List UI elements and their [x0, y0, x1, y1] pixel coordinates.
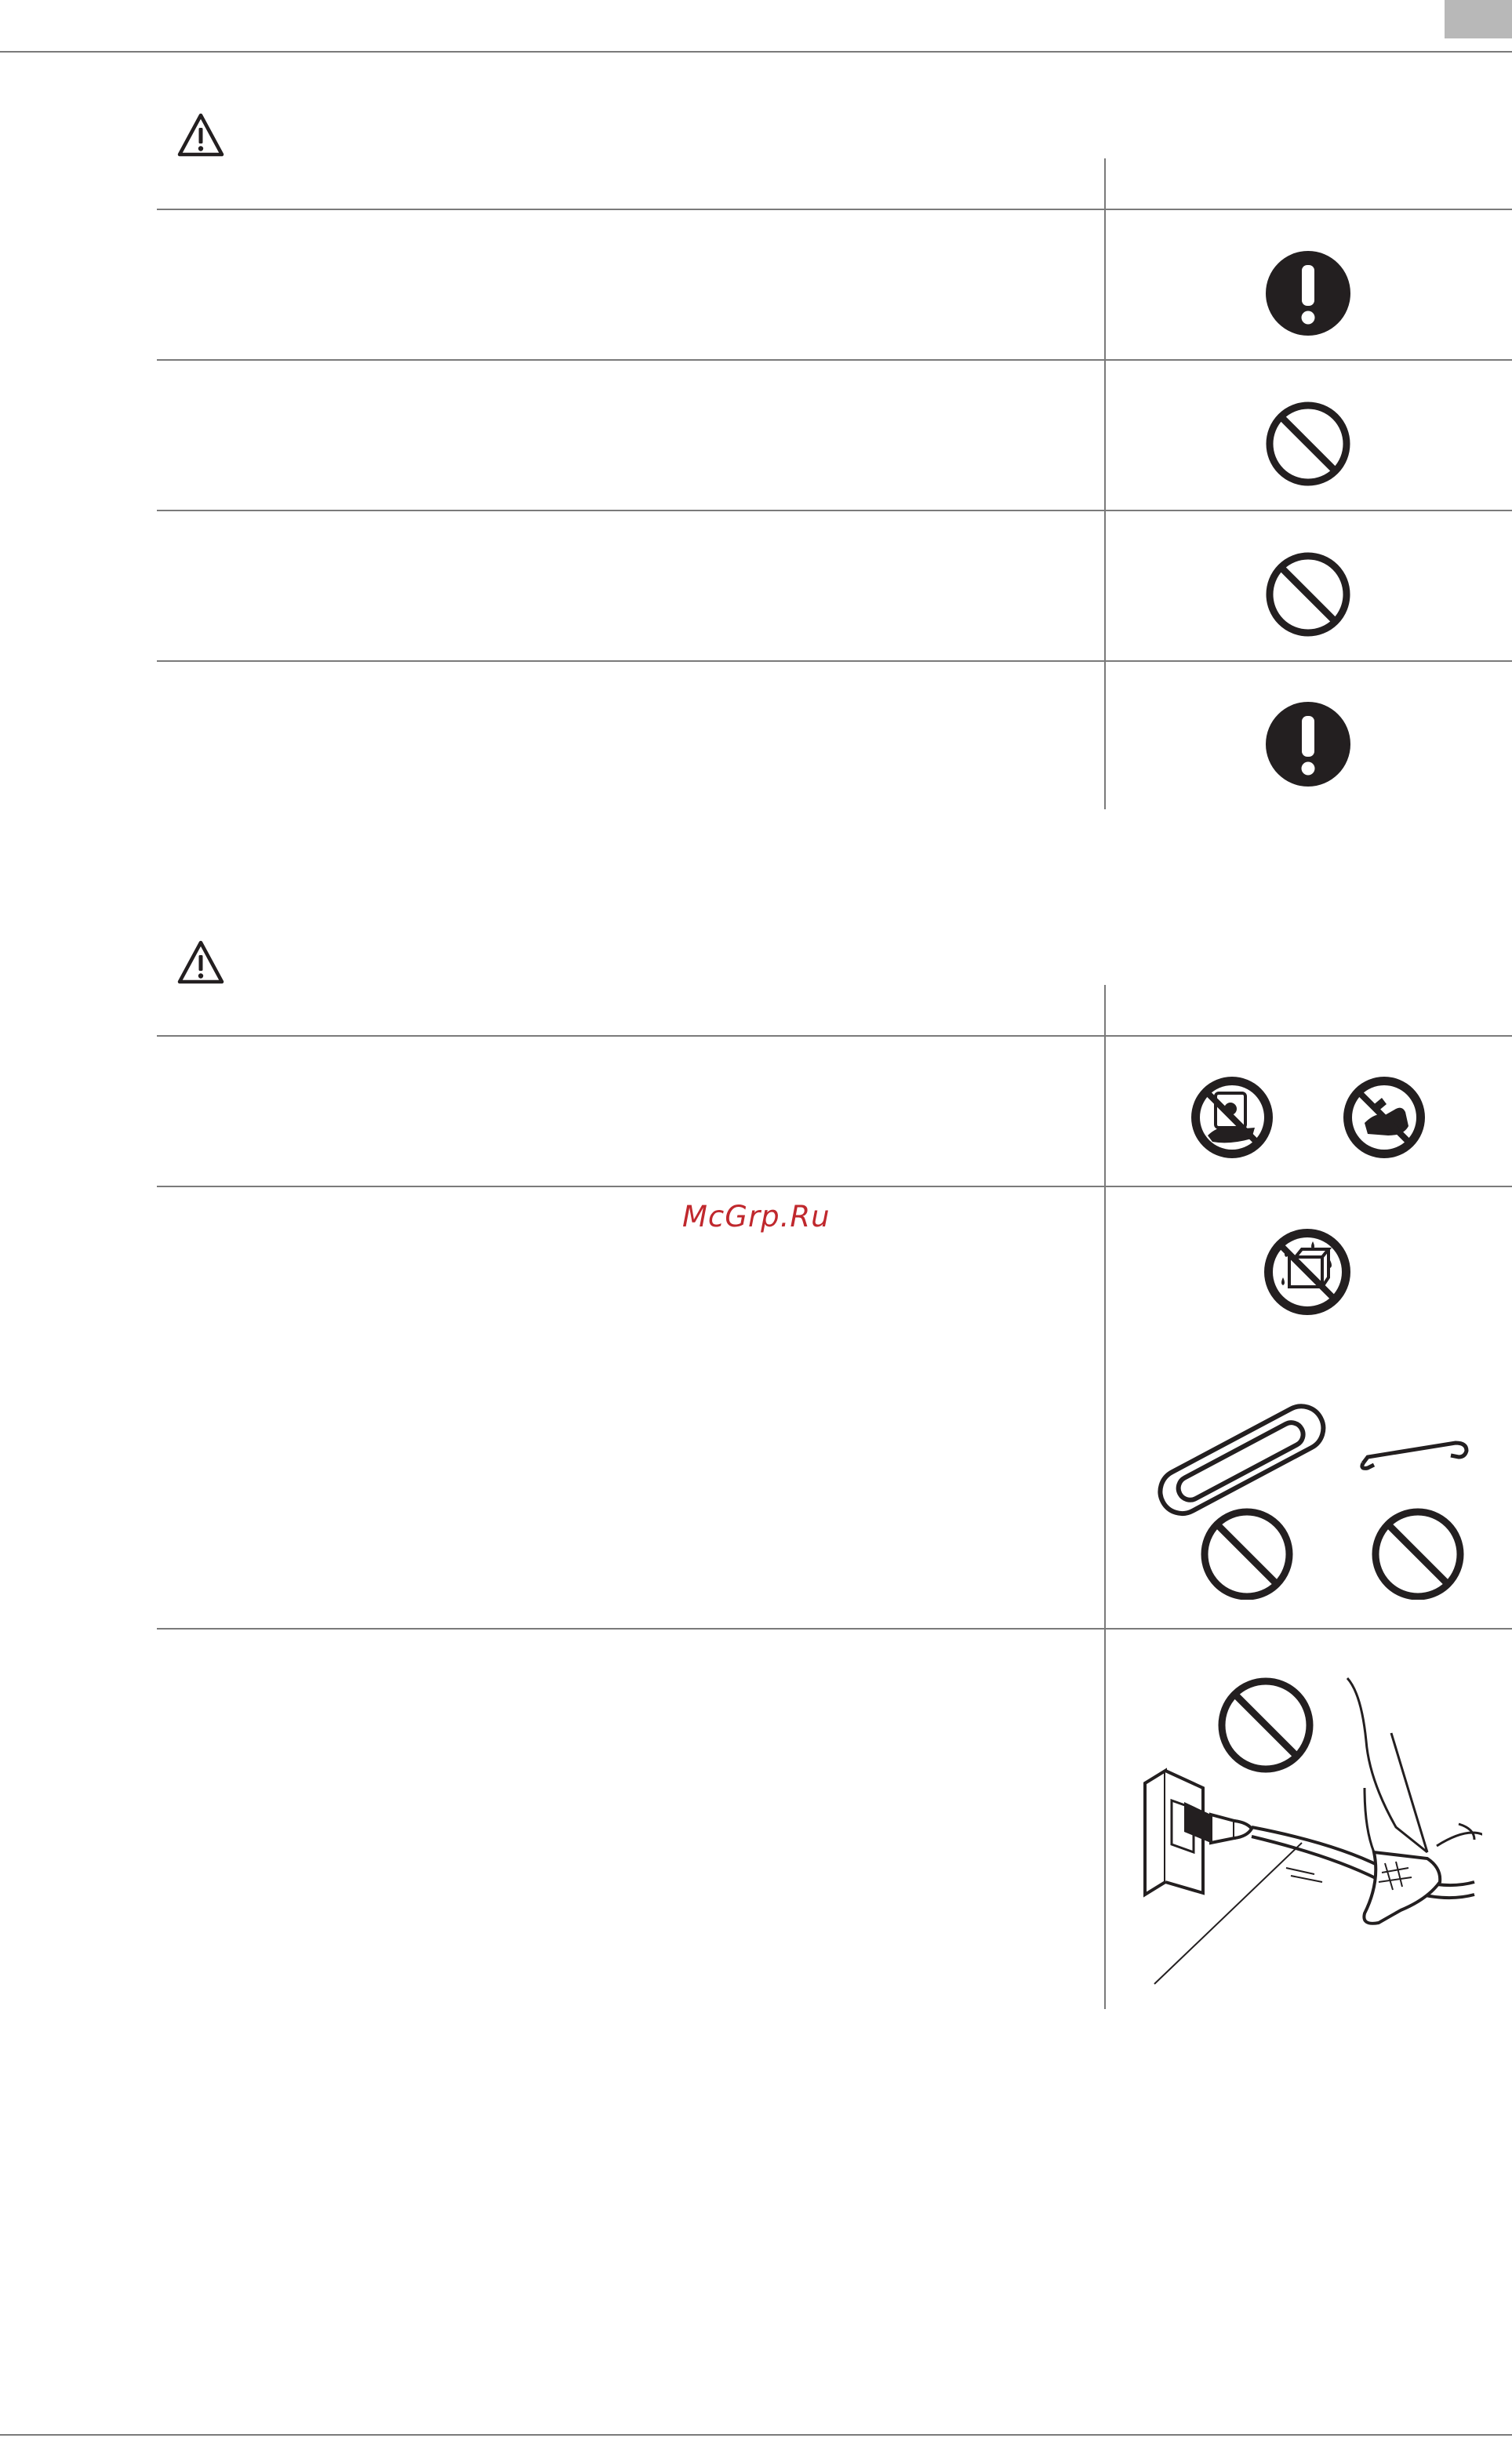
section1-row-rule: [157, 359, 1512, 361]
watermark: McGrp.Ru: [682, 1200, 831, 1234]
prohibited-circle-icon: [1264, 400, 1352, 488]
section1-row-rule: [157, 660, 1512, 662]
footer-rule: [0, 2434, 1512, 2436]
prohibited-circle-icon: [1264, 550, 1352, 638]
section2-row-rule: [157, 1186, 1512, 1187]
section2-header-rule: [157, 1035, 1512, 1037]
header-rule: [0, 51, 1512, 53]
no-paperclip-icon: [1143, 1396, 1339, 1600]
section1-column-divider: [1104, 158, 1106, 809]
warning-triangle-icon: [176, 939, 225, 986]
no-water-icon: [1261, 1226, 1354, 1318]
no-staple-icon: [1357, 1419, 1474, 1600]
no-disassembly-icon: [1189, 1074, 1275, 1161]
no-touch-icon: [1341, 1074, 1427, 1161]
mandatory-exclamation-icon: [1264, 249, 1352, 337]
mandatory-exclamation-icon: [1264, 700, 1352, 788]
no-pull-cord-illustration-icon: [1129, 1647, 1482, 1992]
section1-header-rule: [157, 209, 1512, 210]
section2-row-rule: [157, 1628, 1512, 1630]
page-tab: [1445, 0, 1512, 38]
warning-triangle-icon: [176, 112, 225, 159]
section2-column-divider: [1104, 985, 1106, 2009]
section1-row-rule: [157, 510, 1512, 511]
